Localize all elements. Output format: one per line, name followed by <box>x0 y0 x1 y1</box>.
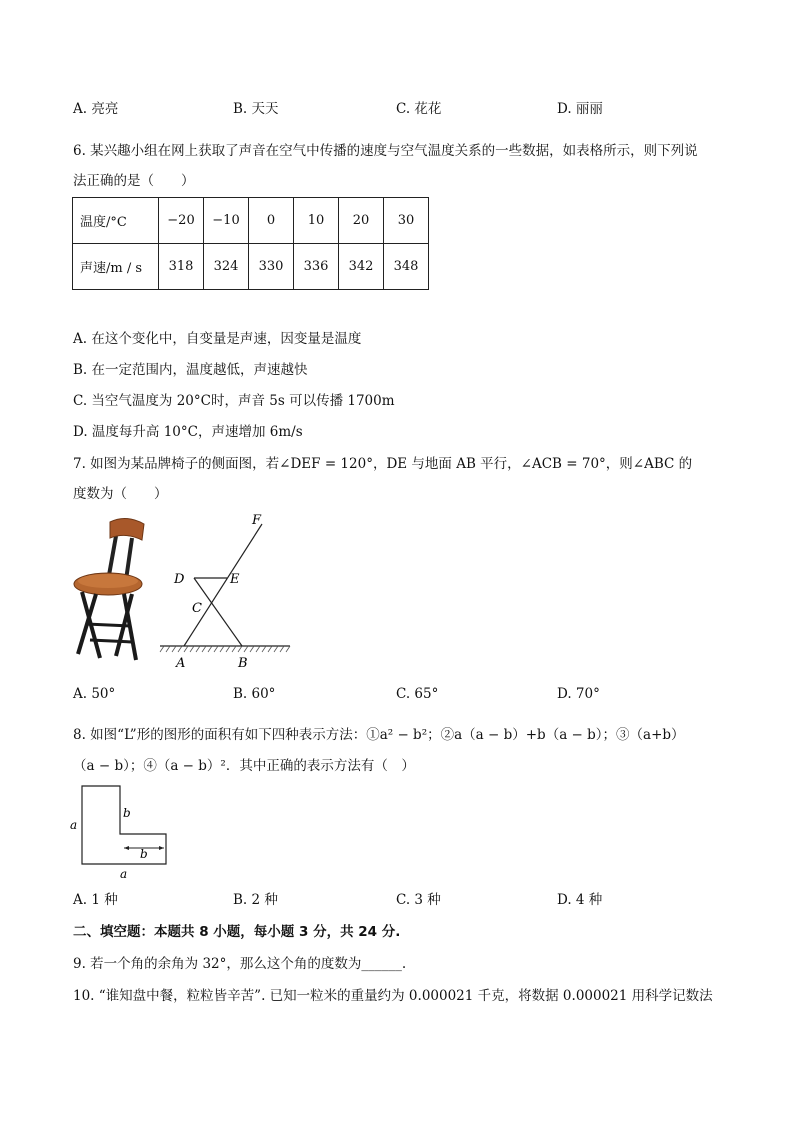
table-cell: 342 <box>339 244 384 290</box>
q8-stem-line1: 8. 如图“L”形的图形的面积有如下四种表示方法：①a² − b²；②a（a − b）+b（a − b）；③（a+b） <box>73 727 685 743</box>
q7-option-b: B. 60° <box>233 686 276 702</box>
q6-option-b: B. 在一定范围内，温度越低，声速越快 <box>73 362 308 378</box>
q7-option-d: D. 70° <box>557 686 600 702</box>
folding-chair-picture <box>70 514 158 662</box>
table-cell: −10 <box>204 198 249 244</box>
q10-text: 10. “谁知盘中餐，粒粒皆辛苦”. 已知一粒米的重量约为 0.000021 千克，将数据 0.000021 用科学记数法 <box>73 988 713 1004</box>
label-b-step: b <box>140 847 148 861</box>
q6-stem-line2: 法正确的是（ ） <box>73 173 195 189</box>
q7-option-c: C. 65° <box>396 686 439 702</box>
table-cell: 330 <box>249 244 294 290</box>
q6-option-d: D. 温度每升高 10°C，声速增加 6m/s <box>73 424 303 440</box>
table-cell: 318 <box>159 244 204 290</box>
label-e: E <box>230 572 240 587</box>
label-c: C <box>192 601 202 616</box>
label-a: A <box>176 656 186 671</box>
q7-stem-line2: 度数为（ ） <box>73 486 168 502</box>
table-cell: 10 <box>294 198 339 244</box>
q8-stem-line2: （a − b）；④（a − b）²．其中正确的表示方法有（ ） <box>73 758 415 774</box>
table-cell: 30 <box>384 198 429 244</box>
table-cell: 0 <box>249 198 294 244</box>
table-row <box>73 244 429 290</box>
speed-temperature-table <box>72 197 429 290</box>
q9-text: 9. 若一个角的余角为 32°，那么这个角的度数为______. <box>73 956 407 972</box>
table-cell: 20 <box>339 198 384 244</box>
q6-option-a: A. 在这个变化中，自变量是声速，因变量是温度 <box>73 331 362 347</box>
q5-option-d: D. 丽丽 <box>557 101 603 117</box>
q5-option-c: C. 花花 <box>396 101 442 117</box>
q5-option-a: A. 亮亮 <box>73 101 119 117</box>
label-b-inner: b <box>123 806 131 820</box>
section-heading: 二、填空题：本题共 8 小题，每小题 3 分，共 24 分. <box>73 924 401 940</box>
table-cell: 324 <box>204 244 249 290</box>
q8-option-a: A. 1 种 <box>73 892 118 908</box>
label-a-side: a <box>70 818 78 832</box>
label-a-bottom: a <box>120 867 128 881</box>
table-row <box>73 198 429 244</box>
table-cell: 336 <box>294 244 339 290</box>
label-b: B <box>238 656 248 671</box>
q8-option-c: C. 3 种 <box>396 892 441 908</box>
table-cell: 348 <box>384 244 429 290</box>
q8-option-d: D. 4 种 <box>557 892 603 908</box>
q7-option-a: A. 50° <box>73 686 116 702</box>
table-cell: 温度/°C <box>73 198 159 244</box>
label-f: F <box>252 513 262 528</box>
q7-stem-line1: 7. 如图为某品牌椅子的侧面图，若∠DEF = 120°，DE 与地面 AB 平行，∠ACB = 70°，则∠ABC 的 <box>73 456 693 472</box>
q6-stem-line1: 6. 某兴趣小组在网上获取了声音在空气中传播的速度与空气温度关系的一些数据，如表格所示，则下列说 <box>73 143 698 159</box>
q8-option-b: B. 2 种 <box>233 892 278 908</box>
label-d: D <box>174 572 185 587</box>
q6-option-c: C. 当空气温度为 20°C时，声音 5s 可以传播 1700m <box>73 393 395 409</box>
q5-option-b: B. 天天 <box>233 101 279 117</box>
table-cell: −20 <box>159 198 204 244</box>
table-cell: 声速/m / s <box>73 244 159 290</box>
angle-diagram <box>158 512 294 674</box>
l-shape-diagram <box>66 782 176 882</box>
